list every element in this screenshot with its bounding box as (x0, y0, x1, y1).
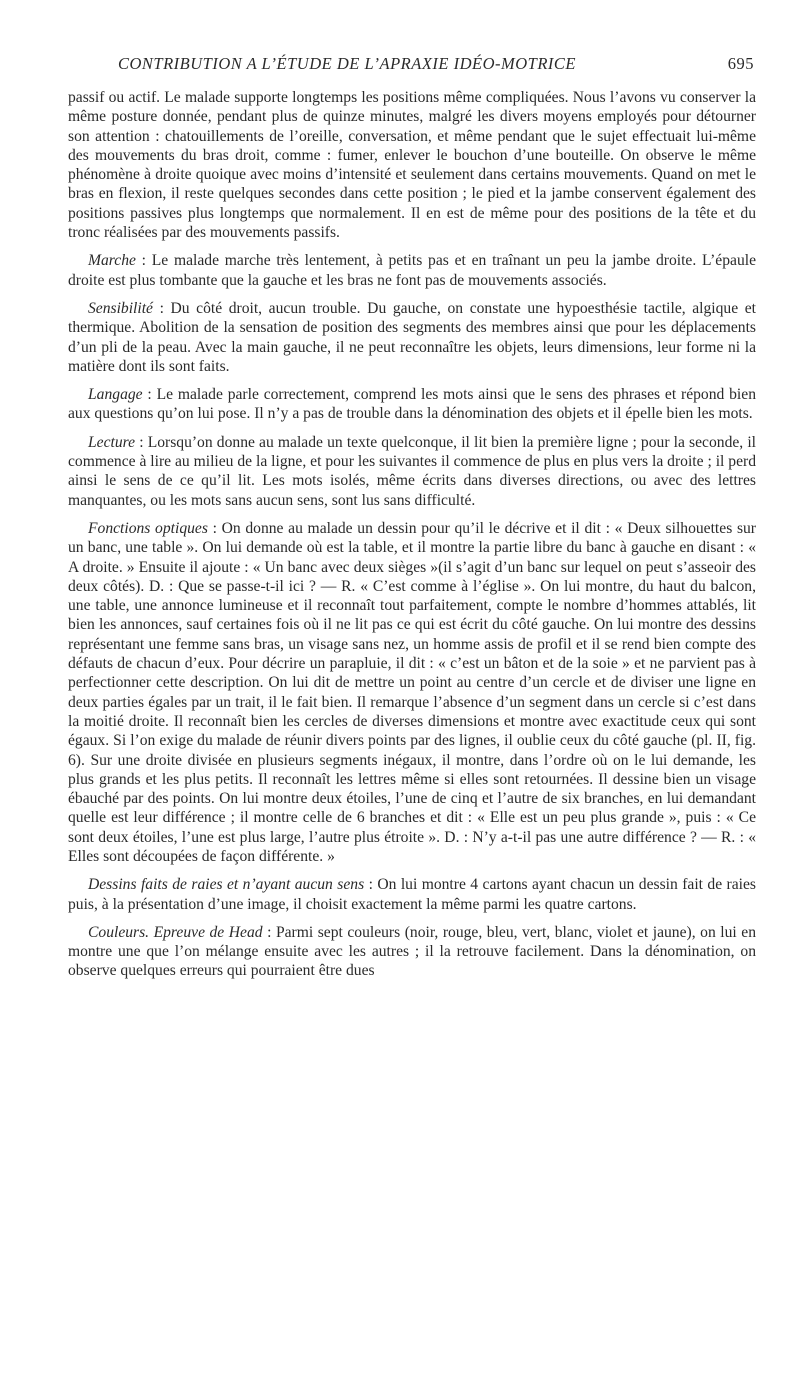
paragraph-text: passif ou actif. Le malade supporte longtemps les positions même compliquées. Nous l’avons vu conserver la même posture donnée, pendant plus de quinze minutes, malgré les divers moyens employés pour détourner son attention : chatouillements de l’oreille, conversation, et même pendant que le sujet effectuait lui-même des mouvements du bras droit, comme : fumer, enlever le bouchon d’une bouteille. On observe le même phénomène à droite quoique avec moins d’intensité et seulement dans certains mouvements. Quand on met le bras en flexion, il reste quelques secondes dans cette position ; le pied et la jambe conservent également des positions passives plus longtemps que normalement. Il en est de même pour des positions de la tête et du tronc réalisées par des mouvements passifs. (68, 89, 756, 242)
paragraph-lead: Lecture (88, 433, 136, 451)
page-header (70, 54, 754, 80)
paragraph-continued (68, 88, 756, 242)
body-text (68, 88, 756, 990)
paragraph-lead: Dessins faits de raies et n’ayant aucun sens (88, 876, 365, 894)
paragraph-text: : Du côté droit, aucun trouble. Du gauche, on constate une hypoesthésie tactile, algique et thermique. Abolition de la sensation de position des segments des membres ainsi que pour les déplacements d’un pli de la peau. Avec la main gauche, il ne peut reconnaître les objets, leurs dimensions, leur forme ni la matière dont ils sont faits. (68, 299, 756, 375)
paragraph-text: : Lorsqu’on donne au malade un texte quelconque, il lit bien la première ligne ; pour la seconde, il commence à lire au milieu de la ligne, et pour les suivantes il commence de plus en plus vers la droite ; il perd ainsi le sens de ce qu’il lit. Les mots isolés, même écrits dans diverses directions, ou avec des lettres manquantes, ou les mots sans aucun sens, sont lus sans difficulté. (68, 433, 756, 509)
paragraph-sensibilite (68, 299, 756, 376)
paragraph-couleurs (68, 923, 756, 981)
paragraph-lead: Couleurs. Epreuve de Head (88, 923, 263, 941)
paragraph-lecture (68, 433, 756, 510)
paragraph-text: : On lui montre 4 cartons ayant chacun un dessin fait de raies puis, à la présentation d’une image, il choisit exactement la même parmi les quatre cartons. (68, 876, 756, 913)
paragraph-lead: Langage (88, 386, 143, 404)
paragraph-text: : Parmi sept couleurs (noir, rouge, bleu, vert, blanc, violet et jaune), on lui en montre une que l’on mélange ensuite avec les autres ; il la retrouve facilement. Dans la dénomination, on observe quelques erreurs qui pourraient être dues (68, 923, 756, 980)
paragraph-text: : Le malade marche très lentement, à petits pas et en traînant un peu la jambe droite. L’épaule droite est plus tombante que la gauche et les bras ne font pas de mouvements associés. (68, 252, 756, 289)
paragraph-langage (68, 385, 756, 424)
paragraph-dessins (68, 875, 756, 914)
page-number: 695 (727, 54, 754, 73)
paragraph-text: : On donne au malade un dessin pour qu’il le décrive et il dit : « Deux silhouettes sur un banc, une table ». On lui demande où est la table, et il montre la partie libre du banc à gauche en disant : « A droite. » Ensuite il ajoute : « Un banc avec deux sièges »(il s’agit d’un banc sur lequel on peut s’asseoir des deux côtés). D. : Que se passe-t-il ici ? — R. « C’est comme à l’église ». On lui montre, du haut du balcon, une table, une annonce lumineuse et il reconnaît tout parfaitement, compte le nombre d’hommes attablés, lit bien les annonces, sauf certaines fois où il ne lit pas ce qui est écrit du côté gauche. On lui montre des dessins représentant une femme sans bras, un visage sans nez, un homme assis de profil et il se rend bien compte des défauts de chacun d’eux. Pour décrire un parapluie, il dit : « c’est un bâton et de la soie » et ne parvient pas à perfectionner cette description. On lui dit de mettre un point au centre d’un cercle et de diviser une ligne en deux parties égales par un trait, il le fait bien. Il remarque l’absence d’un segment dans un cercle si c’est dans la moitié droite. Il reconnaît bien les cercles de diverses dimensions et montre avec exactitude ceux qui sont égaux. Si l’on exige du malade de réunir divers points par des lignes, il oublie ceux du côté gauche (pl. II, fig. 6). Sur une droite divisée en plusieurs segments inégaux, il montre, dans l’ordre où on le lui demande, les plus grands et les plus petits. Il reconnaît les lettres même si elles sont retournées. Il dessine bien un visage ébauché par des points. On lui montre deux étoiles, l’une de cinq et l’autre de six branches, en lui demandant quelle est leur différence ; il montre celle de 6 branches et dit : « Elle est un peu plus grande », puis : « Ce sont deux étoiles, l’une est plus large, l’autre plus étroite ». D. : N’y a-t-il pas une autre différence ? — R. : « Elles sont découpées de façon différente. » (68, 519, 757, 865)
paragraph-marche (68, 251, 756, 290)
paragraph-lead: Sensibilité (88, 299, 153, 317)
paragraph-lead: Fonctions optiques (88, 519, 208, 537)
running-title: CONTRIBUTION A L’ÉTUDE DE L’APRAXIE IDÉO-MOTRICE (118, 54, 577, 73)
paragraph-lead: Marche (88, 252, 136, 270)
paragraph-fonctions-optiques (68, 519, 756, 866)
paragraph-text: : Le malade parle correctement, comprend les mots ainsi que le sens des phrases et répond bien aux questions qu’on lui pose. Il n’y a pas de trouble dans la dénomination des objets et il épelle bien les mots. (68, 386, 756, 423)
